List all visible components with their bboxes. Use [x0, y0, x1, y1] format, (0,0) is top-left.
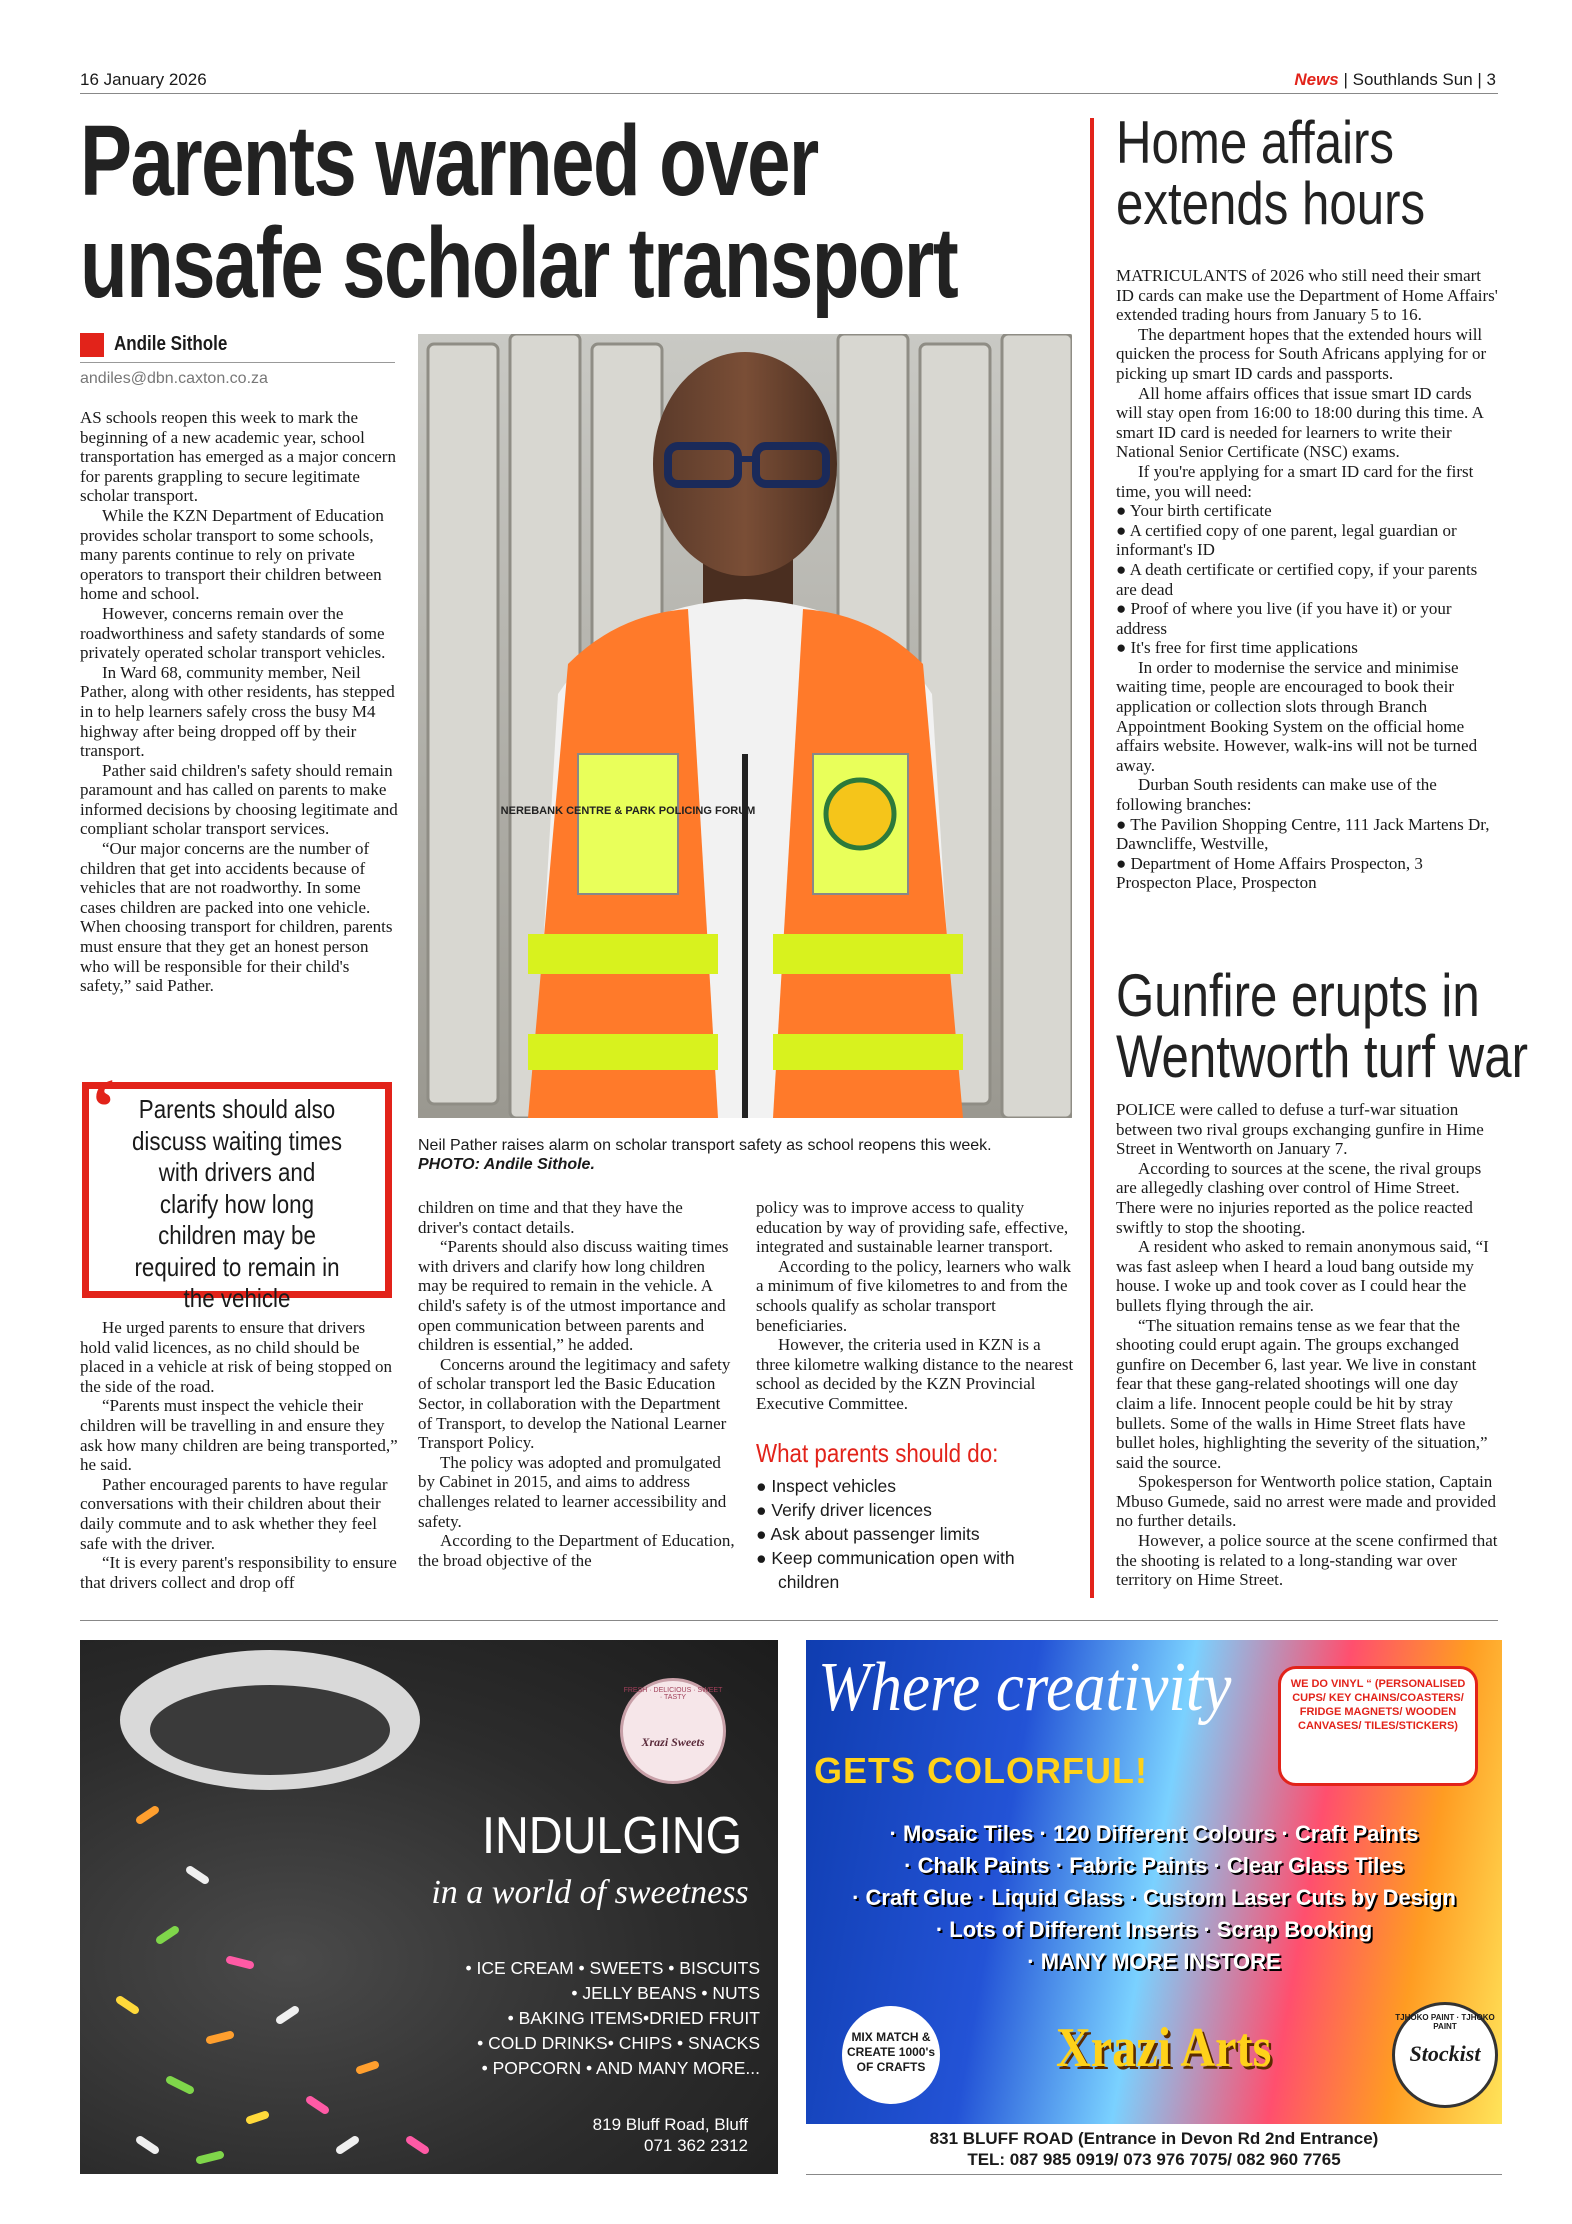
page-folio [1294, 70, 1496, 90]
fact-box-heading: What parents should do: [756, 1438, 999, 1468]
ad-item: • COLD DRINKS• CHIPS • SNACKS [477, 2033, 760, 2053]
byline-marker [80, 333, 104, 357]
ad1-subtitle: in a world of sweetness [431, 1874, 749, 1911]
headline-line-1: Gunfire erupts in [1116, 962, 1480, 1029]
stockist-ring-text: TJHOKO PAINT · TJHOKO PAINT [1395, 2013, 1495, 2031]
ad2-script: Where creativity [818, 1649, 1232, 1726]
paragraph: AS schools reopen this week to mark the beginning of a new academic year, school transportation has emerged as a major concern for parents grappling to secure legitimate scholar transport. [80, 408, 396, 506]
paragraph: Pather encouraged parents to have regular conversations with their children about their daily commute and to ask whether they feel safe with the driver. [80, 1474, 388, 1553]
paragraph: However, a police source at the scene confirmed that the shooting is related to a long-standing war over territory on Hime Street. [1116, 1531, 1498, 1590]
paragraph: If you're applying for a smart ID card for the first time, you will need: [1116, 461, 1474, 501]
ad2-address: 831 BLUFF ROAD (Entrance in Devon Rd 2nd Entrance) [929, 2129, 1379, 2148]
xrazi-arts-logo: Xrazi Arts [1056, 2017, 1272, 2079]
ad1-title: INDULGING [481, 1807, 743, 1865]
mix-match-badge: MIX MATCH & CREATE 1000's OF CRAFTS [842, 2006, 940, 2104]
ad-line: · Lots of Different Inserts · Scrap Booking [935, 1917, 1373, 1942]
paragraph: policy was to improve access to quality education by way of providing safe, effective, integrated and sustainable learner transport. [756, 1198, 1069, 1257]
paragraph: A resident who asked to remain anonymous said, “I was fast asleep when I heard a loud bang outside my house. I woke up and took cover as I could hear the bullets flying through the air. [1116, 1237, 1489, 1315]
ad-item: • ICE CREAM • SWEETS • BISCUITS [465, 1958, 760, 1978]
paragraph: In Ward 68, community member, Neil Pather, along with other residents, has stepped in to help learners safely cross the busy M4 highway after being dropped off by their transport. [80, 662, 395, 761]
bullet: ● A certified copy of one parent, legal guardian or informant's ID [1116, 520, 1457, 560]
paragraph: According to the Department of Education, the broad objective of the [418, 1531, 735, 1570]
paragraph: Pather said children's safety should remain paramount and has called on parents to make informed decisions by choosing legitimate and compliant scholar transport services. [80, 760, 398, 839]
side-headline-gunfire [1116, 962, 1528, 1090]
side-story-gunfire [1116, 1100, 1498, 1590]
vest-badge-text: NEREBANK CENTRE & PARK POLICING FORUM [500, 805, 756, 817]
header-rule [80, 93, 1498, 94]
vinyl-callout: WE DO VINYL “ (PERSONALISED CUPS/ KEY CHAINS/COASTERS/ FRIDGE MAGNETS/ WOODEN CANVASES/ TILES/STICKERS) [1278, 1666, 1478, 1786]
ad2-products [816, 1818, 1492, 1978]
sidebar-rule [1090, 118, 1094, 1598]
ad2-contact [806, 2128, 1502, 2170]
ad-line: · Chalk Paints · Fabric Paints · Clear Glass Tiles [904, 1853, 1404, 1878]
ad1-phone[interactable]: 071 362 2312 [644, 2136, 748, 2155]
bullet: ● Department of Home Affairs Prospecton, 3 Prospecton Place, Prospecton [1116, 853, 1423, 893]
paragraph: Concerns around the legitimacy and safety of scholar transport led the Basic Education Sector, in collaboration with the Department of Transport, to develop the National Learner Transport Policy. [418, 1354, 731, 1453]
ad1-items [465, 1956, 760, 2081]
list-item: ● Verify driver licences [756, 1500, 932, 1520]
fact-box-list [756, 1474, 1072, 1594]
list-item: ● Inspect vehicles [756, 1476, 896, 1496]
ad1-address: 819 Bluff Road, Bluff [592, 2115, 748, 2134]
main-column-3 [756, 1198, 1074, 1414]
badge-brand: Xrazi Sweets [641, 1735, 705, 1749]
paragraph: The department hopes that the extended hours will quicken the process for South Africans applying for or picking up smart ID cards and passports. [1116, 324, 1487, 383]
headline-line-2: unsafe scholar transport [80, 207, 958, 319]
paragraph: “Our major concerns are the number of children that get into accidents because of vehicles that are not roadworthy. In some cases children are packed into one vehicle. When choosing transport for children, parents must ensure that they get an honest person who will be responsible for their child's safety,” said Pather. [80, 839, 393, 996]
paragraph: children on time and that they have the driver's contact details. [418, 1198, 683, 1237]
section-label: News [1294, 70, 1339, 89]
caption-text: Neil Pather raises alarm on scholar transport safety as school reopens this week. [418, 1137, 992, 1154]
ad2-headline: GETS COLORFUL! [814, 1750, 1148, 1791]
bullet: ● Your birth certificate [1116, 501, 1272, 521]
main-column-2 [418, 1198, 736, 1570]
photo-caption [418, 1136, 1078, 1174]
paragraph: POLICE were called to defuse a turf-war situation between two rival groups exchanging gunfire in Hime Street in Wentworth on January 7. [1116, 1100, 1484, 1159]
bullet: ● The Pavilion Shopping Centre, 111 Jack Martens Dr, Dawncliffe, Westville, [1116, 814, 1490, 854]
paragraph: “It is every parent's responsibility to ensure that drivers collect and drop off [80, 1553, 397, 1592]
bullet: ● Proof of where you live (if you have it) or your address [1116, 599, 1452, 638]
quote-mark-icon: ‘ [90, 1064, 117, 1152]
ad2-phone[interactable]: TEL: 087 985 0919/ 073 976 7075/ 082 960 7765 [967, 2150, 1341, 2169]
headline-line-2: Wentworth turf war [1116, 1023, 1528, 1090]
list-item: ● Keep communication open with children [756, 1548, 1015, 1592]
side-headline-home-affairs [1116, 109, 1426, 237]
list-item: ● Ask about passenger limits [756, 1524, 980, 1544]
stockist-seal [1392, 2002, 1498, 2108]
main-column-1b [80, 1318, 398, 1592]
byline-author: Andile Sithole [114, 333, 228, 355]
photo-credit: PHOTO: Andile Sithole. [418, 1156, 595, 1173]
advert-xrazi-arts[interactable] [806, 1640, 1502, 2124]
main-column-1 [80, 408, 398, 996]
issue-date: 16 January 2026 [80, 70, 207, 89]
byline-email: andiles@dbn.caxton.co.za [80, 370, 268, 387]
headline-line-1: Home affairs [1116, 109, 1395, 176]
bullet: ● A death certificate or certified copy, if your parents are dead [1116, 559, 1478, 599]
ad-item: • BAKING ITEMS•DRIED FRUIT [507, 2008, 760, 2028]
stockist-text: Stockist [1409, 2041, 1481, 2066]
paragraph: “The situation remains tense as we fear that the shooting could erupt again. The groups exchanged gunfire on December 6, last year. We live in constant fear that these gang-related shootings will one day claim a life. Innocent people could be hit by stray bullets. Some of the walls in Hime Street flats have bullet holes, highlighting the severity of the situation,” said the source. [1116, 1315, 1488, 1472]
paragraph: All home affairs offices that issue smart ID cards will stay open from 16:00 to 18:00 during this time. A smart ID card is needed for learners to write their National Senior Certificate (NSC) exams. [1116, 383, 1483, 462]
ad-line: · Mosaic Tiles · 120 Different Colours · Craft Paints [889, 1821, 1419, 1846]
paragraph: Durban South residents can make use of the following branches: [1116, 775, 1437, 815]
paragraph: However, the criteria used in KZN is a three kilometre walking distance to the nearest school as decided by the KZN Provincial Executive Committee. [756, 1335, 1074, 1413]
paragraph: Spokesperson for Wentworth police station, Captain Mbuso Gumede, said no arrest were made and provided no further details. [1116, 1472, 1497, 1531]
advert-xrazi-sweets[interactable] [80, 1640, 778, 2174]
paragraph: “Parents should also discuss waiting times with drivers and clarify how long children may be required to remain in the vehicle. A child's safety is of the utmost importance and open communication between parents and children is essential,” he added. [418, 1237, 729, 1355]
pull-quote-text: Parents should also discuss waiting times with drivers and clarify how long children may be required to remain in the vehicle [131, 1094, 343, 1313]
ad1-contact [593, 2114, 748, 2156]
headline-line-2: extends hours [1116, 170, 1426, 237]
headline-line-1: Parents warned over [80, 105, 818, 217]
article-photo [418, 334, 1072, 1118]
photo-illustration [418, 334, 1072, 1118]
ad-item: • POPCORN • AND MANY MORE... [481, 2058, 760, 2078]
main-headline [80, 105, 958, 319]
ad-line: · Craft Glue · Liquid Glass · Custom Laser Cuts by Design [852, 1885, 1456, 1910]
publication-label: | Southlands Sun | 3 [1343, 70, 1496, 89]
paragraph: However, concerns remain over the roadworthiness and safety standards of some privately operated scholar transport vehicles. [80, 603, 386, 663]
paragraph: While the KZN Department of Education provides scholar transport to some schools, many parents continue to rely on private operators to transport their children between home and school. [80, 505, 384, 604]
badge-top-text: FRESH · DELICIOUS · SWEET · TASTY [623, 1687, 723, 1701]
paragraph: According to the policy, learners who walk a minimum of five kilometres to and from the schools qualify as scholar transport beneficiaries. [756, 1256, 1072, 1335]
paragraph: The policy was adopted and promulgated by Cabinet in 2015, and aims to address challenges related to learner accessibility and safety. [418, 1452, 727, 1531]
paragraph: In order to modernise the service and minimise waiting time, people are encouraged to book their application or collection slots through Branch Appointment Booking System on the official home affairs website. However, walk-ins will not be turned away. [1116, 657, 1478, 775]
paragraph: “Parents must inspect the vehicle their children will be travelling in and ensure they ask how many children are being transported,” he said. [80, 1396, 398, 1475]
paragraph: He urged parents to ensure that drivers hold valid licences, as no child should be placed in a vehicle at risk of being stopped on the side of the road. [80, 1318, 393, 1396]
ad-line: · MANY MORE INSTORE [1027, 1949, 1281, 1974]
xrazi-sweets-badge [620, 1678, 726, 1784]
ad-item: • JELLY BEANS • NUTS [571, 1983, 760, 2003]
side-story-home-affairs [1116, 266, 1498, 893]
byline-rule [80, 362, 395, 363]
ad2-bottom-rule [806, 2174, 1502, 2175]
paragraph: MATRICULANTS of 2026 who still need their smart ID cards can make use the Department of Home Affairs' extended trading hours from January 5 to 16. [1116, 266, 1498, 325]
paragraph: According to sources at the scene, the rival groups are allegedly clashing over control of Hime Street. There were no injuries reported as the police reacted swiftly to stop the shooting. [1116, 1158, 1482, 1237]
bullet: ● It's free for first time applications [1116, 638, 1358, 658]
ads-rule [80, 1620, 1498, 1621]
